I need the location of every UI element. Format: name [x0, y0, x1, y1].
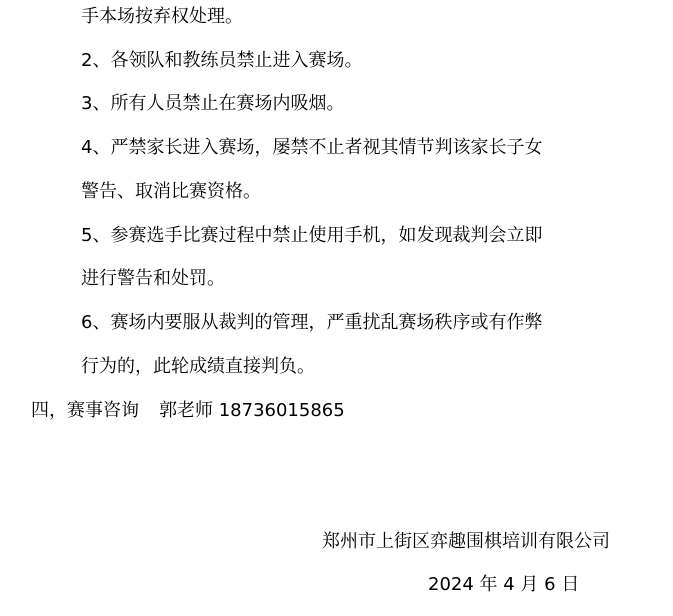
contact-person: 郭老师 18736015865 — [159, 400, 345, 421]
rule-item-2: 2、各领队和教练员禁止进入赛场。 — [81, 50, 363, 71]
rule-item-6-line-2: 行为的，此轮成绩直接判负。 — [81, 356, 315, 377]
rule-text-line: 手本场按弃权处理。 — [81, 6, 243, 27]
contact-heading: 四，赛事咨询 — [31, 400, 139, 421]
rule-item-3: 3、所有人员禁止在赛场内吸烟。 — [81, 93, 345, 114]
rule-item-4-line-1: 4、严禁家长进入赛场，屡禁不止者视其情节判该家长子女 — [81, 137, 543, 158]
rule-item-5-line-2: 进行警告和处罚。 — [81, 268, 225, 289]
rule-item-5-line-1: 5、参赛选手比赛过程中禁止使用手机，如发现裁判会立即 — [81, 225, 543, 246]
organization-name: 郑州市上街区弈趣围棋培训有限公司 — [322, 531, 610, 552]
contact-section — [31, 400, 345, 422]
rule-item-6-line-1: 6、赛场内要服从裁判的管理，严重扰乱赛场秩序或有作弊 — [81, 312, 543, 333]
rule-item-4-line-2: 警告、取消比赛资格。 — [81, 181, 261, 202]
document-date: 2024 年 4 月 6 日 — [428, 574, 580, 595]
